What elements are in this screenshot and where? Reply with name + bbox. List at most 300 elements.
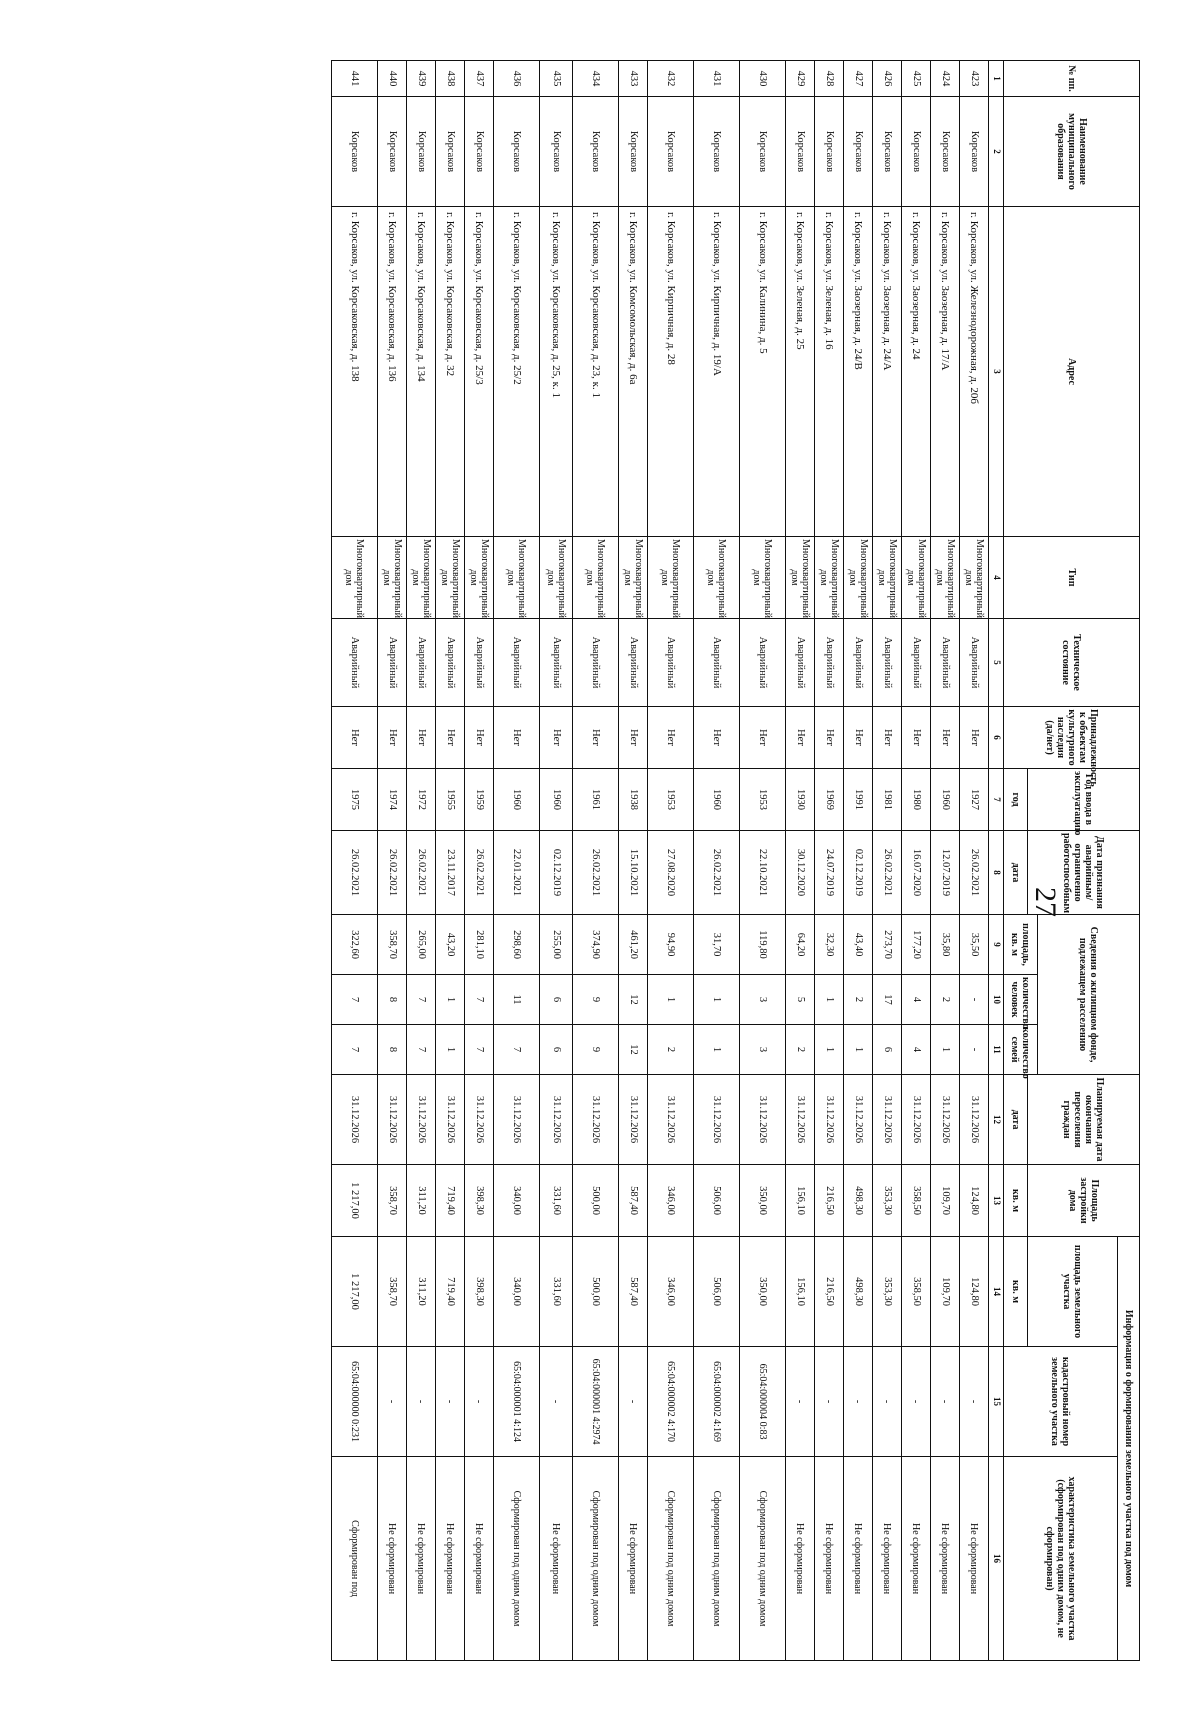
planned-date: 31.12.2026	[902, 1075, 931, 1165]
address: г. Корсаков, ул. Заозерная, д. 24/А	[873, 207, 902, 537]
address: г. Корсаков, ул. Корсаковская, д. 134	[407, 207, 436, 537]
heritage-flag: Нет	[436, 707, 465, 769]
technical-state: Аварийный	[648, 619, 694, 707]
families-count: 8	[378, 1025, 407, 1075]
commission-year: 1960	[540, 769, 573, 831]
building-type: Многоквартирный дом	[573, 537, 619, 619]
cadastral-number: 65:04:000002 4:170	[648, 1347, 694, 1457]
emergency-date: 23.11.2017	[436, 831, 465, 915]
building-area: 216,50	[815, 1165, 844, 1237]
header-col9: площадь, кв. м	[1004, 915, 1038, 975]
emergency-date: 22.01.2021	[494, 831, 540, 915]
housing-area: 35,80	[931, 915, 960, 975]
people-count: 12	[619, 975, 648, 1025]
families-count: 1	[815, 1025, 844, 1075]
families-count: -	[960, 1025, 989, 1075]
building-type: Многоквартирный дом	[465, 537, 494, 619]
row-number: 441	[332, 61, 378, 97]
heritage-flag: Нет	[332, 707, 378, 769]
commission-year: 1991	[844, 769, 873, 831]
land-status: Сформирован под одним домом	[740, 1457, 786, 1661]
municipality: Корсаков	[436, 97, 465, 207]
emergency-date: 02.12.2019	[540, 831, 573, 915]
header-col16: характеристика земельного участка (сформирован под одним домом, не сформирован)	[1004, 1457, 1118, 1661]
technical-state: Аварийный	[844, 619, 873, 707]
cadastral-number: -	[407, 1347, 436, 1457]
housing-area: 94,90	[648, 915, 694, 975]
page-number: 27	[1029, 887, 1062, 917]
building-area: 340,00	[494, 1165, 540, 1237]
planned-date: 31.12.2026	[786, 1075, 815, 1165]
column-number-row	[989, 61, 1004, 1661]
municipality: Корсаков	[494, 97, 540, 207]
table-row	[407, 61, 436, 1661]
technical-state: Аварийный	[902, 619, 931, 707]
land-status: Сформирован под одним домом	[494, 1457, 540, 1661]
families-count: 7	[494, 1025, 540, 1075]
families-count: 12	[619, 1025, 648, 1075]
table-row	[332, 61, 378, 1661]
cadastral-number: -	[844, 1347, 873, 1457]
technical-state: Аварийный	[619, 619, 648, 707]
column-number: 1	[989, 61, 1004, 97]
commission-year: 1972	[407, 769, 436, 831]
housing-area: 273,70	[873, 915, 902, 975]
people-count: 1	[648, 975, 694, 1025]
municipality: Корсаков	[844, 97, 873, 207]
emergency-date: 26.02.2021	[332, 831, 378, 915]
address: г. Корсаков, ул. Корсаковская, д. 23, к. 1	[573, 207, 619, 537]
building-area: 109,70	[931, 1165, 960, 1237]
families-count: 2	[786, 1025, 815, 1075]
table-row	[873, 61, 902, 1661]
header-housing-group: Сведения о жилищном фонде, подлежащем расселению	[1038, 915, 1140, 1075]
row-number: 439	[407, 61, 436, 97]
address: г. Корсаков, ул. Корсаковская, д. 136	[378, 207, 407, 537]
housing-area: 255,00	[540, 915, 573, 975]
technical-state: Аварийный	[332, 619, 378, 707]
heritage-flag: Нет	[573, 707, 619, 769]
building-type: Многоквартирный дом	[786, 537, 815, 619]
building-area: 506,00	[694, 1165, 740, 1237]
building-type: Многоквартирный дом	[873, 537, 902, 619]
technical-state: Аварийный	[815, 619, 844, 707]
people-count: 7	[407, 975, 436, 1025]
heritage-flag: Нет	[648, 707, 694, 769]
heritage-flag: Нет	[378, 707, 407, 769]
address: г. Корсаков, ул. Зеленая, д. 25	[786, 207, 815, 537]
technical-state: Аварийный	[465, 619, 494, 707]
cadastral-number: 65:04:000002 4:169	[694, 1347, 740, 1457]
building-area: 587,40	[619, 1165, 648, 1237]
building-type: Многоквартирный дом	[740, 537, 786, 619]
cadastral-number: 65:04:000001 4:124	[494, 1347, 540, 1457]
planned-date: 31.12.2026	[465, 1075, 494, 1165]
families-count: 6	[873, 1025, 902, 1075]
row-number: 435	[540, 61, 573, 97]
cadastral-number: 65:04:000004 0:83	[740, 1347, 786, 1457]
commission-year: 1955	[436, 769, 465, 831]
planned-date: 31.12.2026	[815, 1075, 844, 1165]
table-row	[378, 61, 407, 1661]
column-number: 13	[989, 1165, 1004, 1237]
housing-area: 265,00	[407, 915, 436, 975]
commission-year: 1980	[902, 769, 931, 831]
column-number: 14	[989, 1237, 1004, 1347]
heritage-flag: Нет	[619, 707, 648, 769]
families-count: 7	[407, 1025, 436, 1075]
land-status: Не сформирован	[815, 1457, 844, 1661]
land-area: 156,10	[786, 1237, 815, 1347]
technical-state: Аварийный	[694, 619, 740, 707]
building-area: 156,10	[786, 1165, 815, 1237]
emergency-date: 26.02.2021	[873, 831, 902, 915]
heritage-flag: Нет	[902, 707, 931, 769]
table-row	[494, 61, 540, 1661]
technical-state: Аварийный	[494, 619, 540, 707]
table-row	[573, 61, 619, 1661]
building-type: Многоквартирный дом	[332, 537, 378, 619]
people-count: 17	[873, 975, 902, 1025]
table-row	[931, 61, 960, 1661]
technical-state: Аварийный	[740, 619, 786, 707]
address: г. Корсаков, ул. Заозерная, д. 24/В	[844, 207, 873, 537]
commission-year: 1960	[494, 769, 540, 831]
heritage-flag: Нет	[815, 707, 844, 769]
header-col14-group: площадь земельного участка	[1028, 1237, 1118, 1347]
planned-date: 31.12.2026	[494, 1075, 540, 1165]
header-col13: кв. м	[1004, 1165, 1028, 1237]
header-col13-group: Площадь застройки дома	[1028, 1165, 1140, 1237]
planned-date: 31.12.2026	[931, 1075, 960, 1165]
cadastral-number: -	[540, 1347, 573, 1457]
building-type: Многоквартирный дом	[540, 537, 573, 619]
address: г. Корсаков, ул. Кирпичная, д. 19/А	[694, 207, 740, 537]
commission-year: 1961	[573, 769, 619, 831]
emergency-date: 26.02.2021	[573, 831, 619, 915]
housing-area: 119,80	[740, 915, 786, 975]
header-land-group: Информация о формировании земельного участка под домом	[1118, 1237, 1140, 1661]
address: г. Корсаков, ул. Корсаковская, д. 25/3	[465, 207, 494, 537]
column-number: 16	[989, 1457, 1004, 1661]
heritage-flag: Нет	[844, 707, 873, 769]
table-row	[436, 61, 465, 1661]
planned-date: 31.12.2026	[332, 1075, 378, 1165]
heritage-flag: Нет	[407, 707, 436, 769]
land-status: Не сформирован	[931, 1457, 960, 1661]
commission-year: 1974	[378, 769, 407, 831]
municipality: Корсаков	[407, 97, 436, 207]
address: г. Корсаков, ул. Заозерная, д. 17/А	[931, 207, 960, 537]
row-number: 427	[844, 61, 873, 97]
row-number: 437	[465, 61, 494, 97]
heritage-flag: Нет	[931, 707, 960, 769]
building-type: Многоквартирный дом	[648, 537, 694, 619]
commission-year: 1953	[740, 769, 786, 831]
people-count: 9	[573, 975, 619, 1025]
housing-area: 461,20	[619, 915, 648, 975]
people-count: 7	[465, 975, 494, 1025]
land-status: Не сформирован	[844, 1457, 873, 1661]
municipality: Корсаков	[694, 97, 740, 207]
cadastral-number: -	[815, 1347, 844, 1457]
municipality: Корсаков	[902, 97, 931, 207]
technical-state: Аварийный	[407, 619, 436, 707]
address: г. Корсаков, ул. Калинина, д. 5	[740, 207, 786, 537]
row-number: 432	[648, 61, 694, 97]
row-number: 433	[619, 61, 648, 97]
planned-date: 31.12.2026	[873, 1075, 902, 1165]
land-status: Не сформирован	[465, 1457, 494, 1661]
commission-year: 1930	[786, 769, 815, 831]
land-area: 587,40	[619, 1237, 648, 1347]
municipality: Корсаков	[815, 97, 844, 207]
header-col8-group: Дата признания аварийным/ограниченно работоспособным	[1028, 831, 1140, 915]
header-col7: год	[1004, 769, 1028, 831]
table-row	[815, 61, 844, 1661]
commission-year: 1953	[648, 769, 694, 831]
row-number: 428	[815, 61, 844, 97]
land-area: 124,80	[960, 1237, 989, 1347]
people-count: 2	[931, 975, 960, 1025]
emergency-date: 22.10.2021	[740, 831, 786, 915]
land-area: 398,30	[465, 1237, 494, 1347]
building-area: 346,00	[648, 1165, 694, 1237]
header-col2: Наименование муниципального образования	[1004, 97, 1140, 207]
families-count: 9	[573, 1025, 619, 1075]
land-area: 353,30	[873, 1237, 902, 1347]
emergency-date: 26.02.2021	[694, 831, 740, 915]
table-body	[332, 61, 989, 1661]
table-row	[694, 61, 740, 1661]
people-count: 8	[378, 975, 407, 1025]
header-col15: кадастровый номер земельного участка	[1004, 1347, 1118, 1457]
emergency-date: 26.02.2021	[960, 831, 989, 915]
table-row	[648, 61, 694, 1661]
emergency-date: 12.07.2019	[931, 831, 960, 915]
building-area: 398,30	[465, 1165, 494, 1237]
emergency-date: 26.02.2021	[465, 831, 494, 915]
building-type: Многоквартирный дом	[902, 537, 931, 619]
cadastral-number: -	[960, 1347, 989, 1457]
header-col4: Тип	[1004, 537, 1140, 619]
building-area: 331,60	[540, 1165, 573, 1237]
header-col10: количество человек	[1004, 975, 1038, 1025]
cadastral-number: -	[465, 1347, 494, 1457]
row-number: 434	[573, 61, 619, 97]
table-row	[786, 61, 815, 1661]
land-area: 500,00	[573, 1237, 619, 1347]
housing-area: 43,40	[844, 915, 873, 975]
people-count: -	[960, 975, 989, 1025]
building-area: 500,00	[573, 1165, 619, 1237]
row-number: 431	[694, 61, 740, 97]
technical-state: Аварийный	[573, 619, 619, 707]
row-number: 425	[902, 61, 931, 97]
commission-year: 1975	[332, 769, 378, 831]
land-area: 1 217,00	[332, 1237, 378, 1347]
row-number: 423	[960, 61, 989, 97]
land-area: 719,40	[436, 1237, 465, 1347]
address: г. Корсаков, ул. Зеленая, д. 16	[815, 207, 844, 537]
building-area: 311,20	[407, 1165, 436, 1237]
table-row	[465, 61, 494, 1661]
emergency-date: 16.07.2020	[902, 831, 931, 915]
building-area: 358,50	[902, 1165, 931, 1237]
commission-year: 1960	[694, 769, 740, 831]
families-count: 1	[931, 1025, 960, 1075]
column-number: 8	[989, 831, 1004, 915]
header-col11: количество семей	[1004, 1025, 1038, 1075]
building-type: Многоквартирный дом	[407, 537, 436, 619]
people-count: 4	[902, 975, 931, 1025]
building-area: 353,30	[873, 1165, 902, 1237]
row-number: 438	[436, 61, 465, 97]
people-count: 1	[436, 975, 465, 1025]
address: г. Корсаков, ул. Корсаковская, д. 25, к. 1	[540, 207, 573, 537]
header-col12: дата	[1004, 1075, 1028, 1165]
table-row	[960, 61, 989, 1661]
heritage-flag: Нет	[465, 707, 494, 769]
address: г. Корсаков, ул. Корсаковская, д. 25/2	[494, 207, 540, 537]
table-row	[902, 61, 931, 1661]
heritage-flag: Нет	[873, 707, 902, 769]
planned-date: 31.12.2026	[573, 1075, 619, 1165]
families-count: 1	[694, 1025, 740, 1075]
planned-date: 31.12.2026	[436, 1075, 465, 1165]
building-type: Многоквартирный дом	[815, 537, 844, 619]
families-count: 7	[465, 1025, 494, 1075]
housing-area: 281,10	[465, 915, 494, 975]
housing-area: 322,60	[332, 915, 378, 975]
heritage-flag: Нет	[740, 707, 786, 769]
families-count: 4	[902, 1025, 931, 1075]
commission-year: 1927	[960, 769, 989, 831]
heritage-flag: Нет	[694, 707, 740, 769]
people-count: 11	[494, 975, 540, 1025]
planned-date: 31.12.2026	[378, 1075, 407, 1165]
municipality: Корсаков	[378, 97, 407, 207]
technical-state: Аварийный	[873, 619, 902, 707]
header-col1: № пп.	[1004, 61, 1140, 97]
header-col5: Техническое состояние	[1004, 619, 1140, 707]
cadastral-number: -	[619, 1347, 648, 1457]
land-area: 109,70	[931, 1237, 960, 1347]
land-status: Сформирован под	[332, 1457, 378, 1661]
municipality: Корсаков	[873, 97, 902, 207]
land-status: Не сформирован	[378, 1457, 407, 1661]
land-area: 311,20	[407, 1237, 436, 1347]
commission-year: 1960	[931, 769, 960, 831]
column-number: 2	[989, 97, 1004, 207]
families-count: 6	[540, 1025, 573, 1075]
building-type: Многоквартирный дом	[694, 537, 740, 619]
cadastral-number: 65:04:000001 4:2974	[573, 1347, 619, 1457]
municipality: Корсаков	[573, 97, 619, 207]
column-number: 15	[989, 1347, 1004, 1457]
land-status: Не сформирован	[902, 1457, 931, 1661]
heritage-flag: Нет	[540, 707, 573, 769]
people-count: 6	[540, 975, 573, 1025]
emergency-date: 15.10.2021	[619, 831, 648, 915]
land-area: 350,00	[740, 1237, 786, 1347]
building-type: Многоквартирный дом	[436, 537, 465, 619]
building-type: Многоквартирный дом	[844, 537, 873, 619]
building-type: Многоквартирный дом	[494, 537, 540, 619]
planned-date: 31.12.2026	[694, 1075, 740, 1165]
technical-state: Аварийный	[786, 619, 815, 707]
technical-state: Аварийный	[931, 619, 960, 707]
municipality: Корсаков	[960, 97, 989, 207]
commission-year: 1938	[619, 769, 648, 831]
families-count: 3	[740, 1025, 786, 1075]
column-number: 3	[989, 207, 1004, 537]
column-number: 10	[989, 975, 1004, 1025]
land-status: Сформирован под одним домом	[573, 1457, 619, 1661]
emergency-date: 27.08.2020	[648, 831, 694, 915]
cadastral-number: -	[378, 1347, 407, 1457]
row-number: 426	[873, 61, 902, 97]
row-number: 429	[786, 61, 815, 97]
planned-date: 31.12.2026	[960, 1075, 989, 1165]
housing-area: 43,20	[436, 915, 465, 975]
land-status: Не сформирован	[960, 1457, 989, 1661]
planned-date: 31.12.2026	[648, 1075, 694, 1165]
land-status: Не сформирован	[436, 1457, 465, 1661]
address: г. Корсаков, ул. Комсомольская, д. 6а	[619, 207, 648, 537]
municipality: Корсаков	[540, 97, 573, 207]
housing-area: 32,30	[815, 915, 844, 975]
emergency-date: 26.02.2021	[407, 831, 436, 915]
building-area: 719,40	[436, 1165, 465, 1237]
commission-year: 1969	[815, 769, 844, 831]
people-count: 2	[844, 975, 873, 1025]
building-area: 124,80	[960, 1165, 989, 1237]
cadastral-number: -	[786, 1347, 815, 1457]
planned-date: 31.12.2026	[619, 1075, 648, 1165]
building-type: Многоквартирный дом	[931, 537, 960, 619]
header-col14: кв. м	[1004, 1237, 1028, 1347]
column-number: 12	[989, 1075, 1004, 1165]
land-status: Не сформирован	[407, 1457, 436, 1661]
header-col6: Принадлежность к объектам культурного наследия (да/нет)	[1004, 707, 1140, 769]
row-number: 436	[494, 61, 540, 97]
building-type: Многоквартирный дом	[378, 537, 407, 619]
emergency-date: 02.12.2019	[844, 831, 873, 915]
housing-area: 358,70	[378, 915, 407, 975]
commission-year: 1981	[873, 769, 902, 831]
housing-area: 31,70	[694, 915, 740, 975]
building-area: 358,70	[378, 1165, 407, 1237]
planned-date: 31.12.2026	[740, 1075, 786, 1165]
column-number: 6	[989, 707, 1004, 769]
table-row	[740, 61, 786, 1661]
address: г. Корсаков, ул. Заозерная, д. 24	[902, 207, 931, 537]
land-area: 358,50	[902, 1237, 931, 1347]
row-number: 440	[378, 61, 407, 97]
address: г. Корсаков, ул. Корсаковская, д. 32	[436, 207, 465, 537]
municipality: Корсаков	[786, 97, 815, 207]
municipality: Корсаков	[648, 97, 694, 207]
people-count: 7	[332, 975, 378, 1025]
municipality: Корсаков	[332, 97, 378, 207]
land-area: 358,70	[378, 1237, 407, 1347]
families-count: 1	[844, 1025, 873, 1075]
housing-area: 298,60	[494, 915, 540, 975]
municipality: Корсаков	[465, 97, 494, 207]
column-number: 4	[989, 537, 1004, 619]
column-number: 11	[989, 1025, 1004, 1075]
